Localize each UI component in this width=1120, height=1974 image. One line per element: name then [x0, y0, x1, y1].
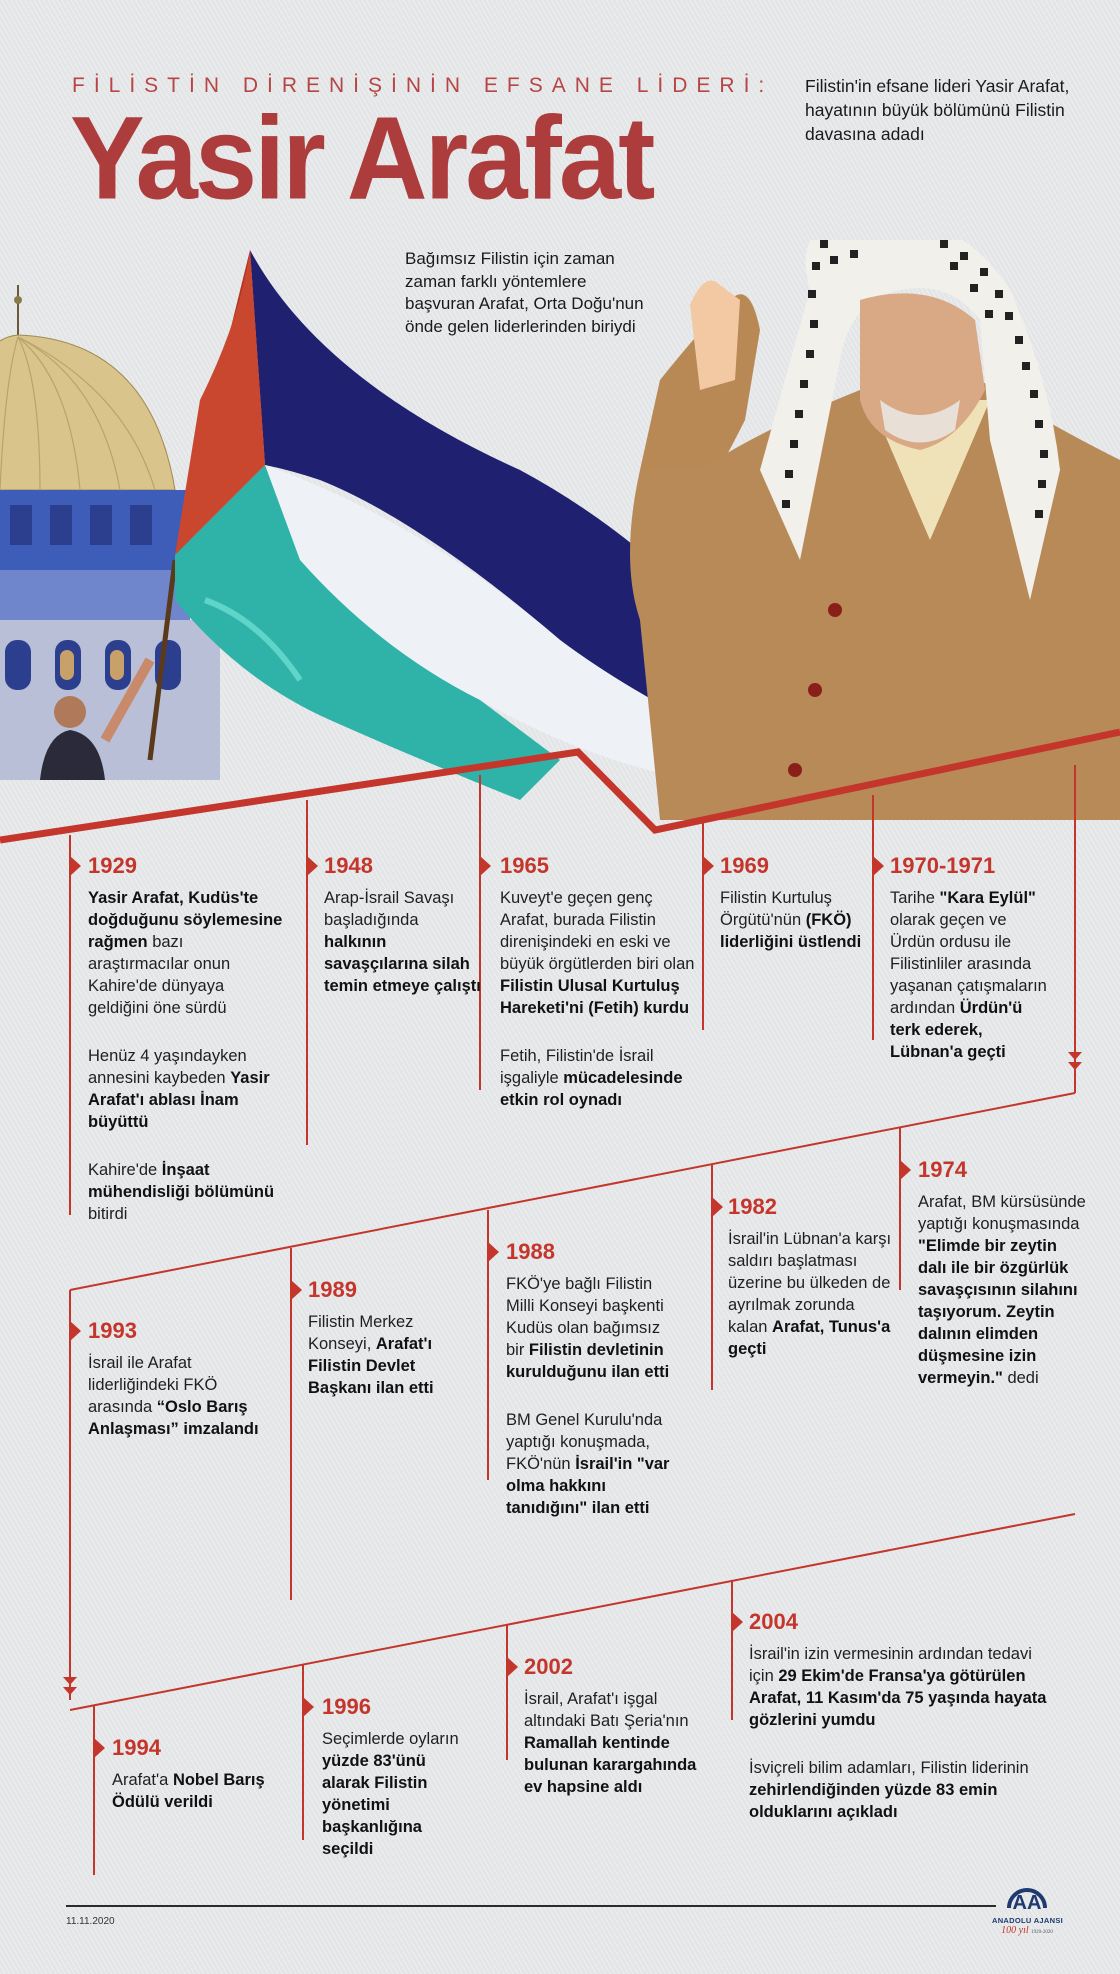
event-1994: [112, 1735, 282, 1839]
event-year: 1929: [88, 853, 137, 878]
anadolu-ajansi-logo: [992, 1878, 1062, 1948]
event-1989: [308, 1277, 458, 1425]
event-text: Arap-İsrail Savaşı başladığında halkının savaşçılarına silah temin etmeye çalıştı: [324, 889, 481, 995]
event-year: 1970-1971: [890, 853, 996, 878]
event-1982: [728, 1194, 893, 1386]
event-year: 1994: [112, 1735, 161, 1760]
publish-date: 11.11.2020: [66, 1916, 115, 1927]
event-1929: [88, 853, 288, 1251]
event-text: Tarihe "Kara Eylül" olarak geçen ve Ürdün ordusu ile Filistinliler arasında yaşanan çatışmaların ardından Ürdün'ü terk ederek, Lübnan'a geçti: [890, 889, 1047, 1061]
timeline-marker: [307, 856, 318, 876]
timeline-marker: [703, 856, 714, 876]
timeline-marker: [480, 856, 491, 876]
timeline-marker: [303, 1697, 314, 1717]
event-year: 1965: [500, 853, 549, 878]
event-1969: [720, 853, 870, 979]
page-title: Yasir Arafat: [70, 92, 653, 224]
svg-text:AA: AA: [1012, 1892, 1042, 1912]
event-1993: [88, 1318, 268, 1466]
event-year: 1974: [918, 1157, 967, 1182]
event-year: 1948: [324, 853, 373, 878]
footer-divider: [66, 1905, 996, 1907]
anniversary-badge: 100 yıl 1920-2020: [1001, 1925, 1053, 1936]
event-text: Filistin Kurtuluş Örgütü'nün (FKÖ) liderliğini üstlendi: [720, 889, 862, 951]
event-text: Yasir Arafat, Kudüs'te doğduğunu söylemesine rağmen bazı araştırmacılar onun Kahire'de dünyaya geldiğini öne sürdü: [88, 889, 283, 1017]
event-1988: [506, 1239, 681, 1545]
event-2004: [749, 1609, 1049, 1849]
subtext: Bağımsız Filistin için zaman zaman farklı yöntemlere başvuran Arafat, Orta Doğu'nun önde gelen liderlerinden biriydi: [405, 249, 644, 336]
event-text: Seçimlerde oyların yüzde 83'ünü alarak Filistin yönetimi başkanlığına seçildi: [322, 1730, 459, 1858]
event-text: İsrail'in izin vermesinin ardından tedavi için 29 Ekim'de Fransa'ya götürülen Arafat, 11 Kasım'da 75 yaşında hayata gözlerini yumdu: [749, 1645, 1047, 1729]
timeline-marker: [488, 1242, 499, 1262]
timeline-marker: [732, 1612, 743, 1632]
event-text: İsrail, Arafat'ı işgal altındaki Batı Şeria'nın Ramallah kentinde bulunan karargahında ev hapsine aldı: [524, 1690, 697, 1796]
timeline-marker: [70, 1321, 81, 1341]
event-2002: [524, 1654, 714, 1824]
timeline-marker: [70, 856, 81, 876]
event-text: Henüz 4 yaşındayken annesini kaybeden Yasir Arafat'ı ablası İnam büyüttü: [88, 1047, 270, 1131]
event-year: 1988: [506, 1239, 555, 1264]
timeline-marker: [291, 1280, 302, 1300]
event-text: Kuveyt'e geçen genç Arafat, burada Filistin direnişindeki en eski ve büyük örgütlerden biri olan Filistin Ulusal Kurtuluş Hareketi'ni (Fetih) kurdu: [500, 889, 695, 1017]
aa-logo-icon: [1005, 1878, 1049, 1912]
event-text: Kahire'de İnşaat mühendisliği bölümünü bitirdi: [88, 1161, 275, 1223]
event-1996: [322, 1694, 472, 1886]
event-text: İsrail ile Arafat liderliğindeki FKÖ arasında “Oslo Barış Anlaşması” imzalandı: [88, 1354, 259, 1438]
event-1974: [918, 1157, 1088, 1415]
timeline-marker: [507, 1657, 518, 1677]
logo-name: ANADOLU AJANSI: [992, 1916, 1064, 1925]
timeline-marker: [94, 1738, 105, 1758]
event-year: 2002: [524, 1654, 573, 1679]
event-text: FKÖ'ye bağlı Filistin Milli Konseyi başkenti Kudüs olan bağımsız bir Filistin devletinin kurulduğunu ilan etti: [506, 1275, 670, 1381]
event-text: İsviçreli bilim adamları, Filistin liderinin zehirlendiğinden yüzde 83 emin olduklarını açıkladı: [749, 1759, 1029, 1821]
event-1970-1971: [890, 853, 1055, 1089]
timeline-marker: [900, 1160, 911, 1180]
event-year: 1989: [308, 1277, 357, 1302]
event-text: İsrail'in Lübnan'a karşı saldırı başlatması üzerine bu ülkeden de ayrılmak zorunda kalan Arafat, Tunus'a geçti: [728, 1230, 892, 1358]
event-text: Arafat, BM kürsüsünde yaptığı konuşmasında "Elimde bir zeytin dalı ile bir özgürlük savaşçısının silahını taşıyorum. Zeytin dalının elimden düşmesine izin vermeyin." dedi: [918, 1193, 1086, 1387]
event-year: 2004: [749, 1609, 798, 1634]
event-year: 1982: [728, 1194, 777, 1219]
event-text: BM Genel Kurulu'nda yaptığı konuşmada, FKÖ'nün İsrail'in "var olma hakkını tanıdığını" ilan etti: [506, 1411, 670, 1517]
event-text: Arafat'a Nobel Barış Ödülü verildi: [112, 1771, 265, 1811]
event-year: 1993: [88, 1318, 137, 1343]
event-year: 1969: [720, 853, 769, 878]
event-1965: [500, 853, 700, 1137]
timeline-marker: [873, 856, 884, 876]
intro-text: Filistin'in efsane lideri Yasir Arafat, hayatının büyük bölümünü Filistin davasına adadı: [805, 76, 1070, 144]
timeline-marker: [712, 1197, 723, 1217]
event-text: Fetih, Filistin'de İsrail işgaliyle mücadelesinde etkin rol oynadı: [500, 1047, 683, 1109]
event-text: Filistin Merkez Konseyi, Arafat'ı Filistin Devlet Başkanı ilan etti: [308, 1313, 434, 1397]
event-1948: [324, 853, 484, 1023]
event-year: 1996: [322, 1694, 371, 1719]
title-kicker: FİLİSTİN DİRENİŞİNİN EFSANE LİDERİ:: [72, 74, 774, 97]
